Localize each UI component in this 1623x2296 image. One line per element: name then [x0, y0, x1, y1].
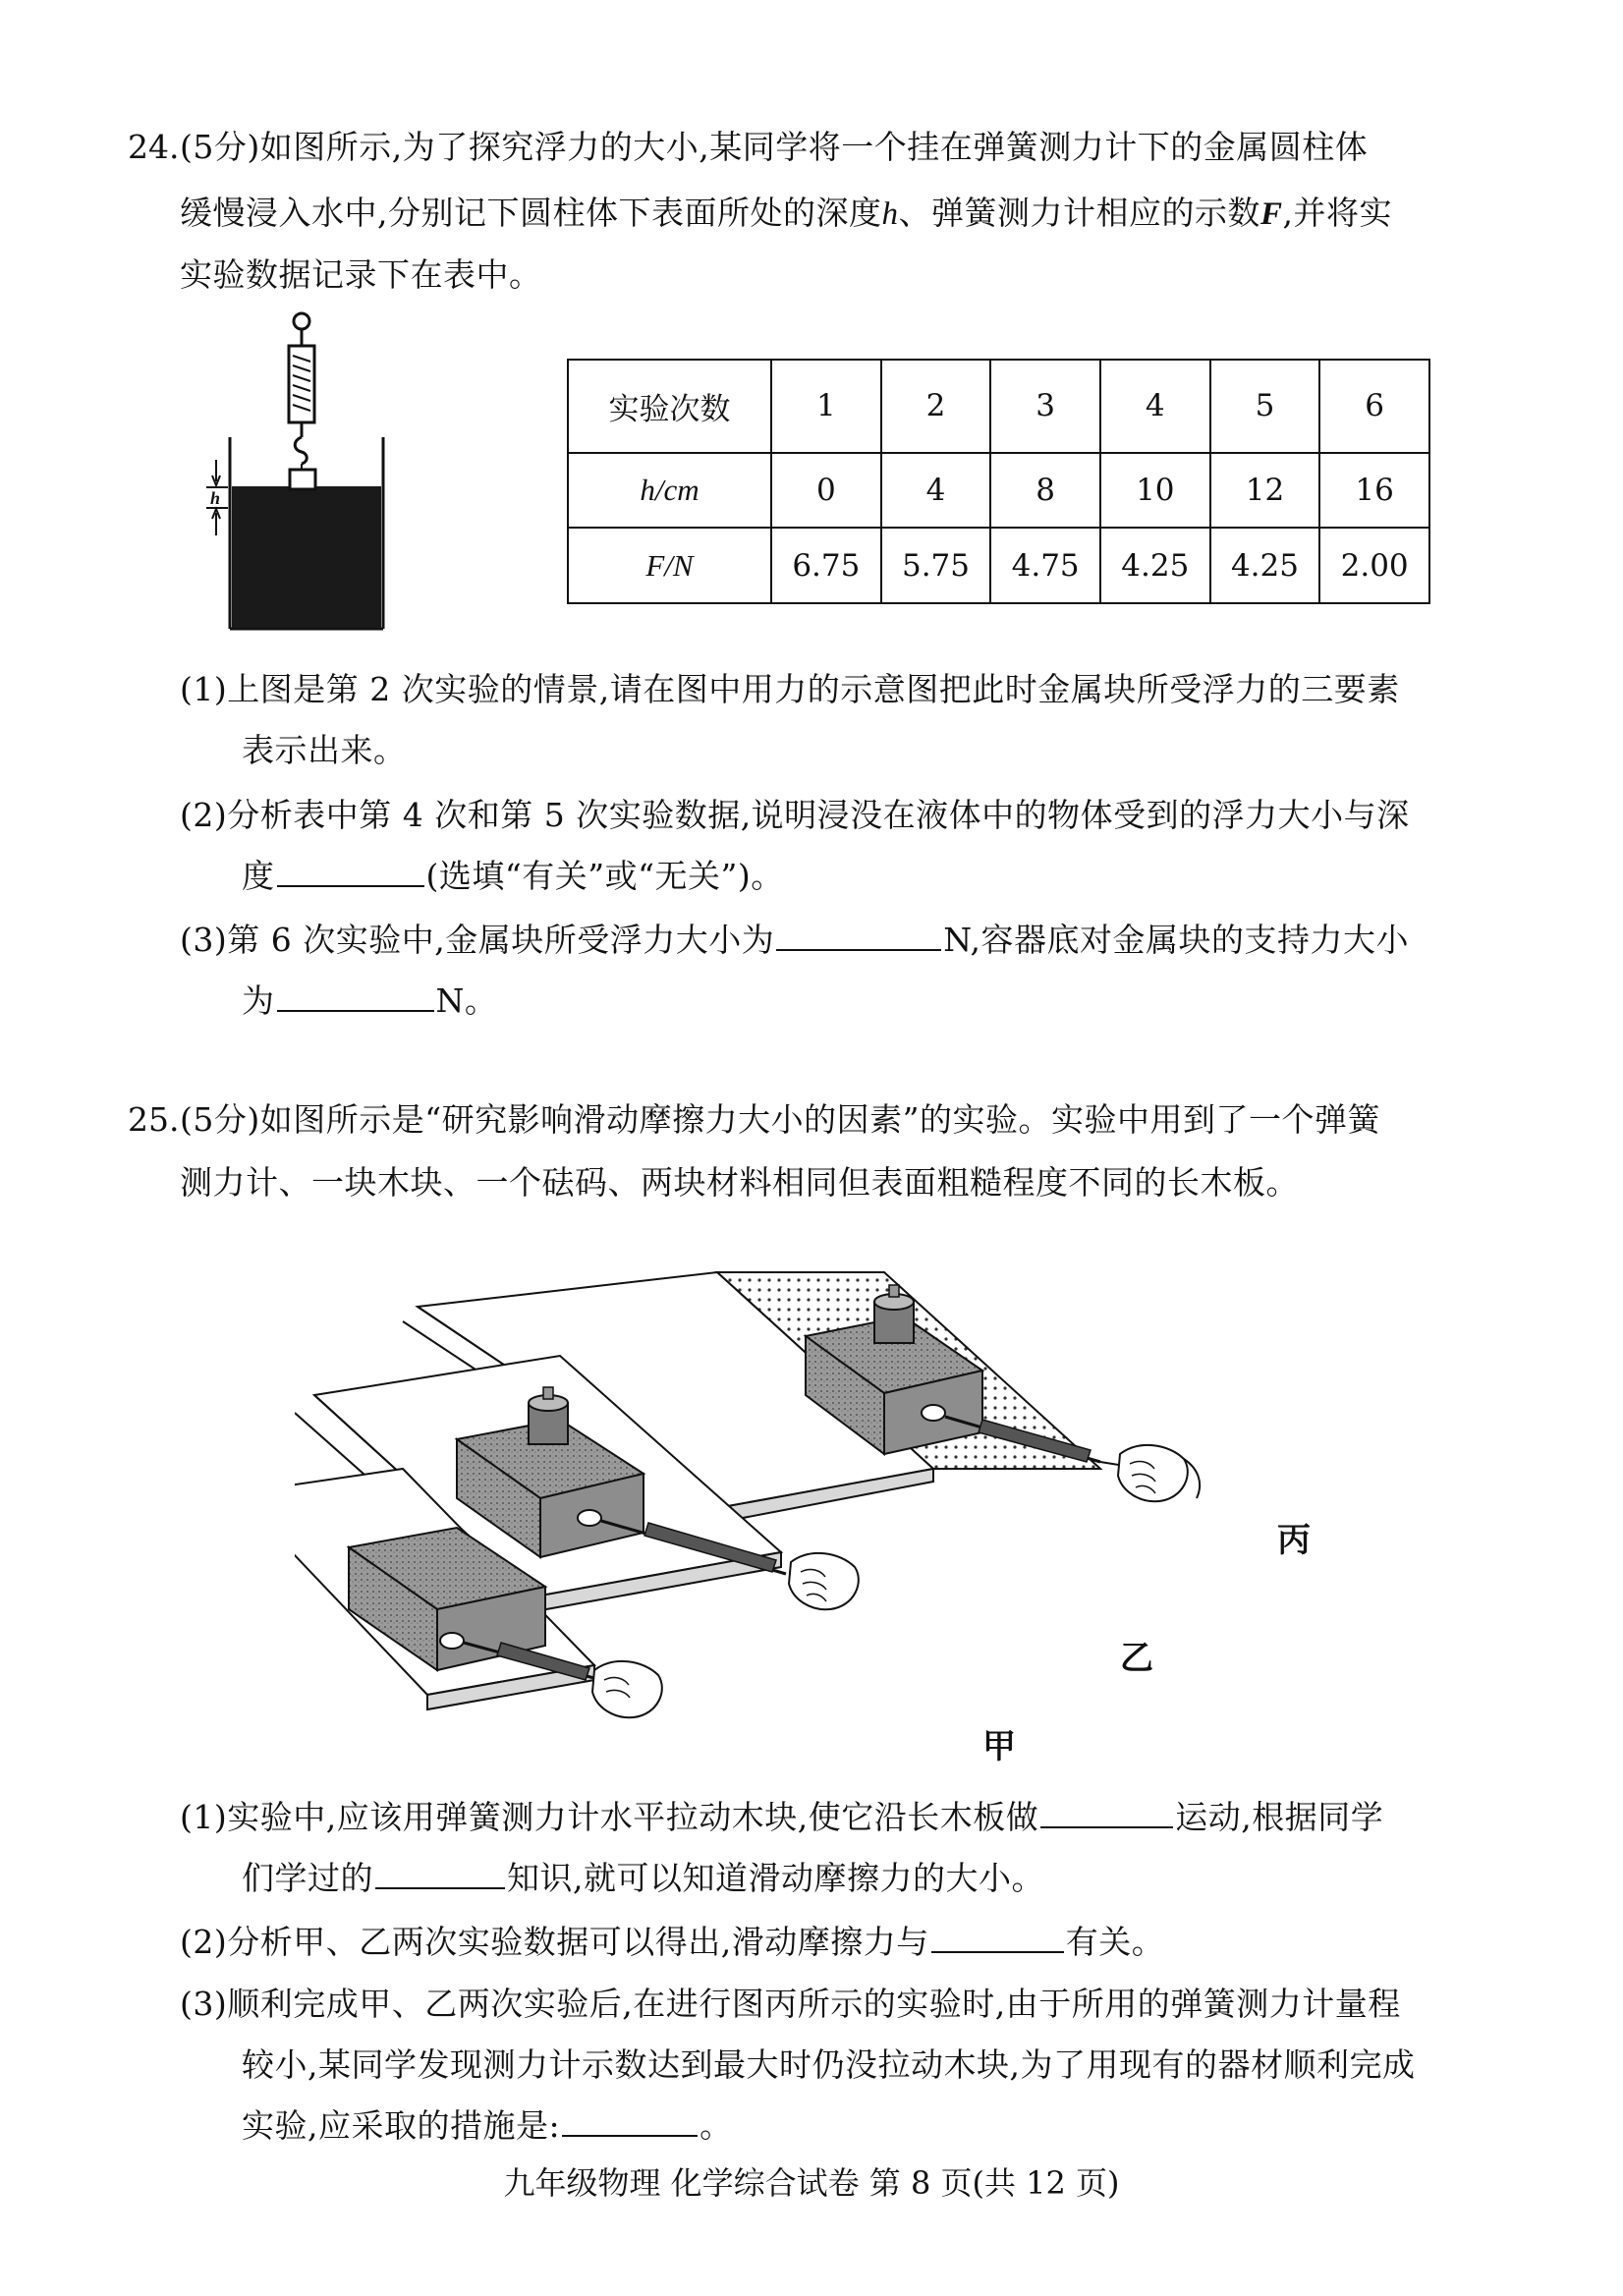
table-cell: 4	[881, 453, 991, 529]
q24-intro-line-2-text: 缓慢浸入水中,分别记下圆柱体下表面所处的深度	[180, 194, 882, 232]
q25-sub2-post: 有关。	[1065, 1923, 1165, 1961]
q24-intro-line-3: 实验数据记录下在表中。	[180, 255, 542, 294]
table-head-cell: 实验次数	[568, 360, 771, 453]
friction-experiment-figure	[295, 1248, 1356, 1778]
spring-scale-figure	[206, 305, 403, 634]
table-row	[568, 360, 1429, 453]
q25-intro-line-1: (5分)如图所示是“研究影响滑动摩擦力大小的因素”的实验。实验中用到了一个弹簧	[180, 1100, 1380, 1139]
q25-sub1-line-2	[242, 1857, 1044, 1900]
q24-sub3-line-2-pre: 为	[242, 981, 275, 1020]
answer-blank[interactable]	[776, 920, 941, 951]
answer-blank[interactable]	[931, 1922, 1064, 1953]
q25-sub3-line-3	[242, 2104, 733, 2148]
table-cell: 2.00	[1319, 528, 1429, 603]
table-cell: 16	[1319, 453, 1429, 529]
answer-blank[interactable]	[277, 856, 424, 887]
q24-sub3-line-2-post: N。	[435, 981, 498, 1020]
depth-h-label: h	[210, 488, 221, 508]
table-cell: 12	[1210, 453, 1320, 529]
q24-intro-F: F	[1260, 196, 1283, 232]
table-cell: 4	[1100, 360, 1210, 453]
table-cell: 3	[990, 360, 1100, 453]
table-cell: 4.75	[990, 528, 1100, 603]
q25-intro-line-2: 测力计、一块木块、一个砝码、两块材料相同但表面粗糙程度不同的长木板。	[180, 1163, 1299, 1202]
q25-sub3-line-2: 较小,某同学发现测力计示数达到最大时仍没拉动木块,为了用现有的器材顺利完成	[242, 2045, 1416, 2084]
experiment-data-table	[567, 359, 1430, 604]
q24-intro-mid: 、弹簧测力计相应的示数	[898, 194, 1260, 232]
table-cell: 10	[1100, 453, 1210, 529]
answer-blank[interactable]	[277, 980, 434, 1012]
q24-sub2-line-1: (2)分析表中第 4 次和第 5 次实验数据,说明浸没在液体中的物体受到的浮力大小与深	[180, 796, 1410, 834]
table-cell: 0	[771, 453, 881, 529]
q24-intro-line-2	[180, 192, 1392, 236]
q24-sub3-line-2	[242, 980, 497, 1023]
table-cell: 6.75	[771, 528, 881, 603]
q24-sub3-pre: (3)第 6 次实验中,金属块所受浮力大小为	[180, 921, 775, 959]
q24-number: 24.	[128, 128, 180, 166]
q24-sub3-line-1	[180, 919, 1409, 962]
q25-sub1-pre: (1)实验中,应该用弹簧测力计水平拉动木块,使它沿长木板做	[180, 1798, 1039, 1836]
table-head-cell: h/cm	[568, 453, 771, 529]
q25-sub1-line-2-post: 知识,就可以知道滑动摩擦力的大小。	[507, 1859, 1044, 1897]
table-cell: 4.25	[1100, 528, 1210, 603]
answer-blank[interactable]	[562, 2105, 698, 2137]
q25-sub2-line	[180, 1921, 1164, 1964]
q24-sub1-line-2: 表示出来。	[242, 731, 407, 769]
q25-sub1-line-2-pre: 们学过的	[242, 1859, 373, 1897]
q25-sub3-last-post: 。	[700, 2106, 733, 2145]
table-cell: 5.75	[881, 528, 991, 603]
q24-intro-end: ,并将实	[1282, 194, 1393, 232]
figure-label-yi: 乙	[1120, 1639, 1153, 1678]
q24-sub2-post: (选填“有关”或“无关”)。	[425, 857, 784, 895]
q25-number: 25.	[128, 1100, 180, 1139]
q25-sub2-pre: (2)分析甲、乙两次实验数据可以得出,滑动摩擦力与	[180, 1923, 929, 1961]
page-footer: 九年级物理 化学综合试卷 第 8 页(共 12 页)	[503, 2164, 1120, 2202]
table-cell: 6	[1319, 360, 1429, 453]
table-head-cell: F/N	[568, 528, 771, 603]
q24-sub1-line-1: (1)上图是第 2 次实验的情景,请在图中用力的示意图把此时金属块所受浮力的三要素	[180, 670, 1400, 708]
table-cell: 1	[771, 360, 881, 453]
q24-intro-h: h	[881, 196, 899, 232]
q25-sub3-line-1: (3)顺利完成甲、乙两次实验后,在进行图丙所示的实验时,由于所用的弹簧测力计量程	[180, 1985, 1401, 2023]
table-cell: 5	[1210, 360, 1320, 453]
q24-sub2-pre: 度	[242, 857, 275, 895]
table-row	[568, 453, 1429, 529]
figure-label-bing: 丙	[1277, 1521, 1311, 1560]
table-cell: 4.25	[1210, 528, 1320, 603]
answer-blank[interactable]	[1040, 1797, 1173, 1828]
q25-sub1-line-1	[180, 1796, 1383, 1839]
q24-intro-line-1: (5分)如图所示,为了探究浮力的大小,某同学将一个挂在弹簧测力计下的金属圆柱体	[180, 128, 1369, 166]
answer-blank[interactable]	[375, 1858, 505, 1889]
figure-label-jia: 甲	[982, 1727, 1016, 1766]
q24-sub3-post: N,容器底对金属块的支持力大小	[943, 921, 1409, 959]
table-row	[568, 528, 1429, 603]
q25-sub1-post: 运动,根据同学	[1175, 1798, 1384, 1836]
table-cell: 8	[990, 453, 1100, 529]
q24-sub2-line-2	[242, 855, 784, 898]
q25-sub3-last-pre: 实验,应采取的措施是:	[242, 2106, 561, 2145]
table-cell: 2	[881, 360, 991, 453]
